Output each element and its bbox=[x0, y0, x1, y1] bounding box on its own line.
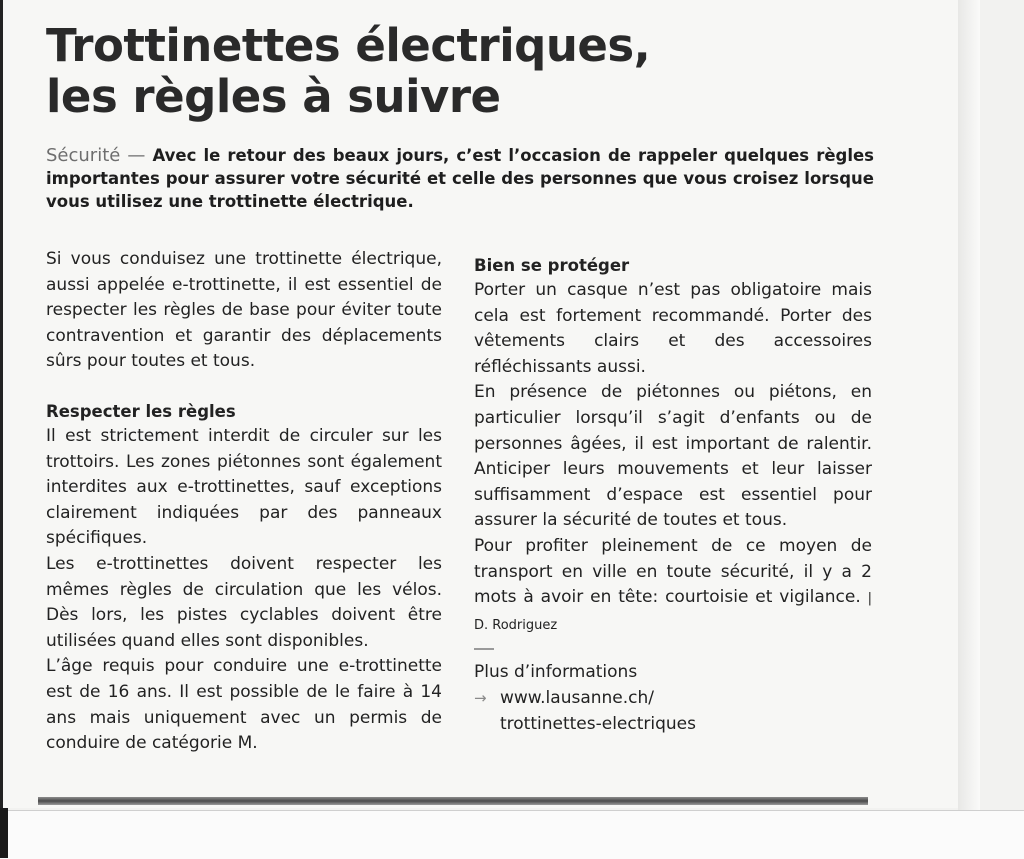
footer-rule bbox=[38, 797, 868, 805]
scan-edge bbox=[0, 808, 8, 858]
rules-paragraph-3: L’âge requis pour conduire une e-trottinette est de 16 ans. Il est possible de le faire à 14 ans mais uniquement avec un permis de conduire de catégorie M. bbox=[46, 656, 442, 754]
more-info-label: Plus d’informations bbox=[474, 662, 638, 683]
right-column bbox=[474, 253, 872, 737]
arrow-right-icon: → bbox=[474, 688, 487, 707]
scan-margin bbox=[0, 810, 1024, 859]
section-heading-protection: Bien se protéger bbox=[474, 256, 630, 275]
link-url-line-1[interactable]: www.lausanne.ch/ bbox=[500, 687, 655, 708]
protection-paragraph-1: Porter un casque n’est pas obligatoire mais cela est fortement recommandé. Porter des vêtements clairs et des accessoires réfléchissants aussi. bbox=[474, 280, 872, 377]
rules-paragraph-1: Il est strictement interdit de circuler sur les trottoirs. Les zones piétonnes sont également interdites aux e-trottinettes, sauf exceptions clairement indiquées par des panneaux spécifiques. bbox=[46, 425, 442, 549]
rules-paragraph-2: Les e-trottinettes doivent respecter les mêmes règles de circulation que les vélos. Dès lors, les pistes cyclables doivent être utilisées quand elles sont disponibles. bbox=[46, 553, 442, 651]
lead-text: Avec le retour des beaux jours, c’est l’occasion de rappeler quelques règles importantes pour assurer votre sécurité et celle des personnes que vous croisez lorsque vous utilisez une trottinette électrique. bbox=[46, 146, 875, 211]
more-info-link-cont[interactable] bbox=[474, 712, 872, 738]
more-info-link[interactable] bbox=[474, 686, 872, 712]
protection-paragraph-3-text: Pour profiter pleinement de ce moyen de transport en ville en toute sécurité, il y a 2 mots à avoir en tête: courtoisie et vigilance. bbox=[474, 535, 872, 608]
article-lead bbox=[46, 144, 874, 213]
section-heading-rules: Respecter les règles bbox=[46, 401, 236, 421]
title-line-1: Trottinettes électriques, bbox=[46, 19, 651, 72]
left-column bbox=[46, 247, 442, 757]
protection-paragraph-3 bbox=[474, 534, 872, 638]
link-url-line-2[interactable]: trottinettes-electriques bbox=[500, 713, 696, 734]
lead-kicker: Sécurité — bbox=[46, 145, 146, 166]
article-title bbox=[46, 20, 650, 122]
protection-paragraph-2: En présence de piétonnes ou piétons, en particulier lorsqu’il s’agit d’enfants ou de personnes âgées, il est important de ralentir. Anticiper leurs mouvements et leur laisser suffisamment d’espace est essentiel pour assurer la sécurité de toutes et tous. bbox=[474, 382, 872, 531]
author-byline: | D. Rodriguez bbox=[474, 591, 873, 633]
title-line-2: les règles à suivre bbox=[46, 70, 501, 123]
intro-paragraph: Si vous conduisez une trottinette électrique, aussi appelée e-trottinette, il est essentiel de respecter les règles de base pour éviter toute contravention et garantir des déplacements sûrs pour toutes et tous. bbox=[46, 249, 442, 372]
page-edge bbox=[958, 0, 980, 810]
info-divider bbox=[474, 648, 494, 650]
